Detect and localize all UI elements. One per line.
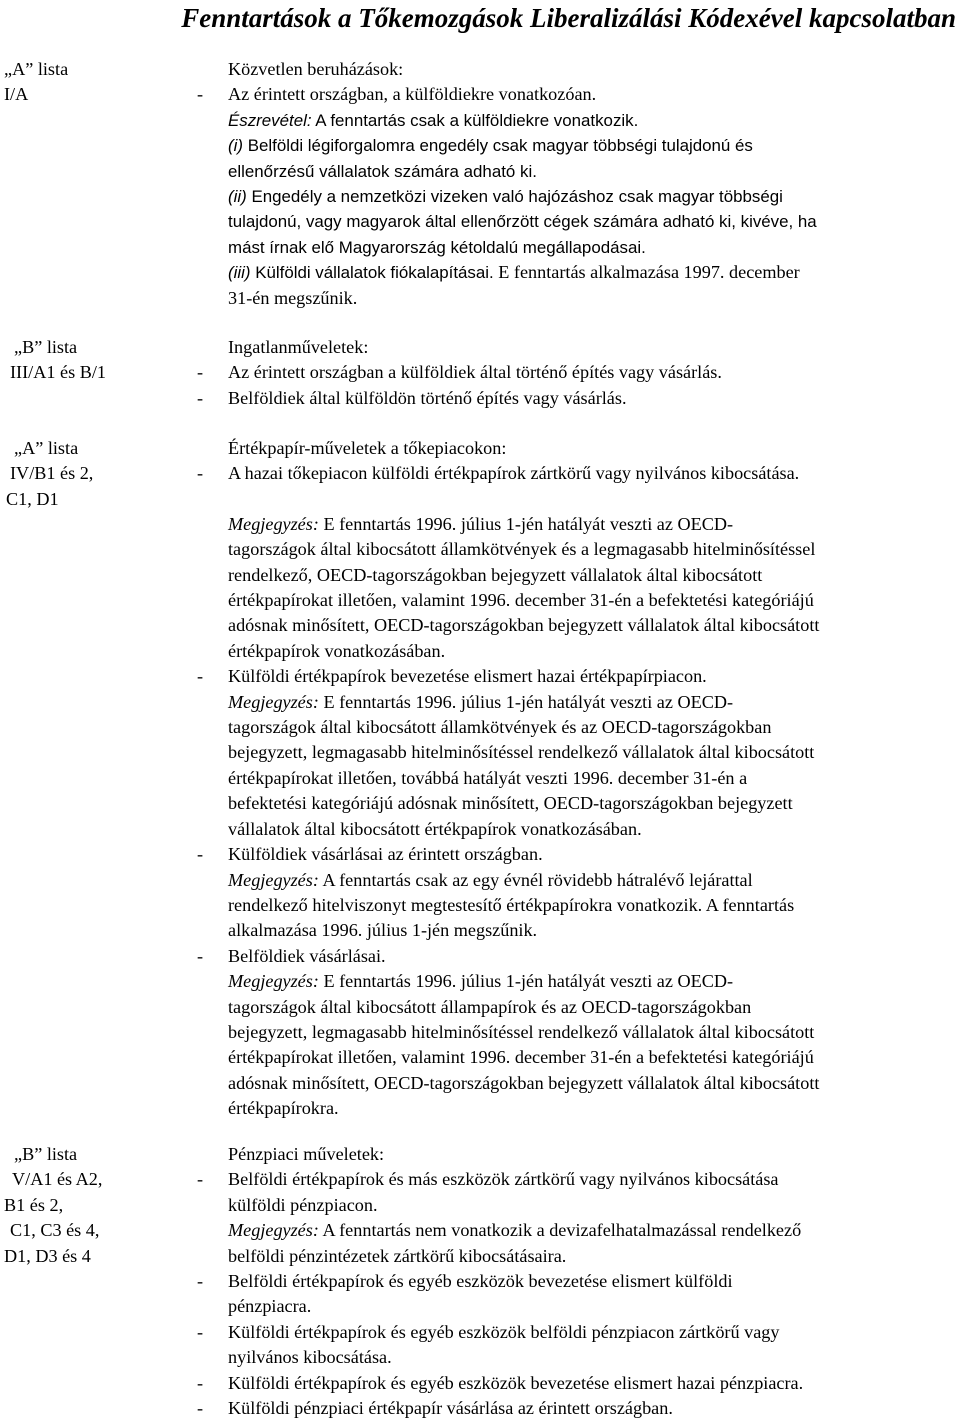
label-code: B1 és 2, xyxy=(4,1194,64,1215)
list-item: - Belföldi értékpapírok és egyéb eszközök bevezetése elismert külföldi xyxy=(192,1269,956,1294)
note-text: alkalmazása 1996. július 1-jén megszűnik. xyxy=(228,920,538,941)
list-item: - Külföldi értékpapírok bevezetése elismert hazai értékpapírpiacon. xyxy=(192,664,956,689)
list-item-cont: nyilvános kibocsátása. xyxy=(228,1347,392,1368)
label-s1 xyxy=(4,57,134,108)
clause-i xyxy=(192,133,956,158)
note-text: adósnak minősített, OECD-tagországokban bejegyzett vállalatok által kibocsátott xyxy=(228,1072,820,1093)
label-code: C1, D1 xyxy=(6,488,59,509)
section-money-market xyxy=(192,1142,956,1421)
page-title: Fenntartások a Tőkemozgások Liberalizálási Kódexével kapcsolatban xyxy=(181,3,956,33)
clause-label: (ii) xyxy=(228,187,247,207)
note xyxy=(192,969,956,994)
note-label: Megjegyzés: xyxy=(228,869,319,890)
note xyxy=(192,690,956,715)
label-list: „A” lista xyxy=(14,438,79,458)
list-item: - Külföldi értékpapírok és egyéb eszközök belföldi pénzpiacon zártkörű vagy xyxy=(192,1320,956,1345)
clause-iii xyxy=(192,260,956,285)
list-item-cont: külföldi pénzpiacon. xyxy=(228,1194,378,1215)
note-text: befektetési kategóriájú adósnak minősített, OECD-tagországokban bejegyzett xyxy=(228,793,793,814)
note-label: Megjegyzés: xyxy=(228,1220,319,1241)
list-item: - Külföldiek vásárlásai az érintett országban. xyxy=(192,842,956,867)
remark xyxy=(192,108,956,133)
list-item: - Belföldiek által külföldön történő építés vagy vásárlás. xyxy=(192,386,956,411)
note-text: rendelkező, OECD-tagországokban bejegyzett vállalatok által kibocsátott xyxy=(228,564,763,585)
label-list: „B” lista xyxy=(14,1144,78,1164)
clause-label: (i) xyxy=(228,136,244,156)
clause-text: tulajdonú, vagy magyarok által ellenőrzött cégek számára adható ki, kivéve, ha xyxy=(228,212,817,232)
note xyxy=(192,1218,956,1243)
list-item-cont: pénzpiacra. xyxy=(228,1296,312,1317)
note-label: Megjegyzés: xyxy=(228,691,319,712)
clause-text: ellenőrzésű vállalatok számára adható ki. xyxy=(228,161,537,181)
list-item: - Külföldi pénzpiaci értékpapír vásárlása az érintett országban. xyxy=(192,1396,956,1421)
list-item: - A hazai tőkepiacon külföldi értékpapírok zártkörű vagy nyilvános kibocsátása. xyxy=(192,461,956,486)
list-item: - Külföldi értékpapírok és egyéb eszközök bevezetése elismert hazai pénzpiacra. xyxy=(192,1371,956,1396)
label-code: C1, C3 és 4, xyxy=(10,1220,100,1241)
note-text: bejegyzett, legmagasabb hitelminősítéssel rendelkező vállalatok által kibocsátott xyxy=(228,742,815,763)
note-text: tagországok által kibocsátott államkötvények és a legmagasabb hitelminősítéssel xyxy=(228,539,816,560)
clause-text: 31-én megszűnik. xyxy=(228,287,358,308)
list-item: - Az érintett országban, a külföldiekre vonatkozóan. xyxy=(192,82,956,107)
note-text: értékpapírok vonatkozásában. xyxy=(228,640,446,661)
section-real-estate xyxy=(192,335,956,411)
note-label: Megjegyzés: xyxy=(228,971,319,992)
label-list: „B” lista xyxy=(14,337,78,357)
note-text: E fenntartás 1996. július 1-jén hatályát veszti az OECD- xyxy=(318,691,734,712)
label-code: III/A1 és B/1 xyxy=(10,362,106,383)
note-text: értékpapírokra. xyxy=(228,1098,339,1119)
remark-label: Észrevétel: xyxy=(228,110,312,130)
note-text: A fenntartás csak az egy évnél rövidebb hátralévő lejárattal xyxy=(318,869,753,890)
note-text: belföldi pénzintézetek zártkörű kibocsátásaira. xyxy=(228,1245,567,1266)
label-s3 xyxy=(4,436,134,512)
note-text: bejegyzett, legmagasabb hitelminősítéssel rendelkező vállalatok által kibocsátott xyxy=(228,1021,815,1042)
section-heading: Közvetlen beruházások: xyxy=(228,59,404,79)
note xyxy=(192,868,956,893)
label-code: V/A1 és A2, xyxy=(12,1169,103,1190)
note-text: értékpapírokat illetően, valamint 1996. december 31-én a befektetési kategóriájú xyxy=(228,1047,814,1068)
note-text: tagországok által kibocsátott államkötvények és az OECD-tagországokban xyxy=(228,717,772,738)
clause-text: Külföldi vállalatok fiókalapításai. xyxy=(250,263,494,283)
note-text: adósnak minősített, OECD-tagországokban bejegyzett vállalatok által kibocsátott xyxy=(228,615,820,636)
clause-text: E fenntartás alkalmazása 1997. december xyxy=(493,262,800,283)
section-direct-investment xyxy=(192,57,956,311)
note-text: értékpapírokat illetően, továbbá hatályát veszti 1996. december 31-én a xyxy=(228,767,748,788)
label-list: „A” lista xyxy=(4,59,69,79)
section-heading: Pénzpiaci műveletek: xyxy=(228,1144,385,1164)
list-item: - Belföldi értékpapírok és más eszközök zártkörű vagy nyilvános kibocsátása xyxy=(192,1167,956,1192)
list-item: - Belföldiek vásárlásai. xyxy=(192,944,956,969)
clause-text: Belföldi légiforgalomra engedély csak magyar többségi tulajdonú és xyxy=(243,136,753,156)
clause-label: (iii) xyxy=(228,263,251,283)
label-s4 xyxy=(4,1142,134,1269)
label-code: D1, D3 és 4 xyxy=(4,1245,91,1266)
note-text: értékpapírokat illetően, valamint 1996. december 31-én a befektetési kategóriájú xyxy=(228,590,814,611)
clause-ii xyxy=(192,184,956,209)
clause-text: Engedély a nemzetközi vizeken való hajózáshoz csak magyar többségi xyxy=(246,187,783,207)
note-text: A fenntartás nem vonatkozik a devizafelhatalmazással rendelkező xyxy=(318,1220,802,1241)
note-label: Megjegyzés: xyxy=(228,513,319,534)
section-heading: Ingatlanműveletek: xyxy=(228,337,369,357)
note-text: vállalatok által kibocsátott értékpapírok vonatkozásában. xyxy=(228,818,642,839)
note-text: tagországok által kibocsátott állampapírok és az OECD-tagországokban xyxy=(228,996,752,1017)
note-text: E fenntartás 1996. július 1-jén hatályát veszti az OECD- xyxy=(318,971,734,992)
list-item: - Az érintett országban a külföldiek által történő építés vagy vásárlás. xyxy=(192,360,956,385)
label-s2 xyxy=(4,335,134,386)
note xyxy=(192,512,956,537)
label-code: IV/B1 és 2, xyxy=(10,463,94,484)
note-text: E fenntartás 1996. július 1-jén hatályát veszti az OECD- xyxy=(318,513,734,534)
section-heading: Értékpapír-műveletek a tőkepiacokon: xyxy=(228,438,507,458)
label-code: I/A xyxy=(4,84,29,105)
section-securities xyxy=(192,436,956,1122)
remark-text: A fenntartás csak a külföldiekre vonatkozik. xyxy=(311,110,639,130)
note-text: rendelkező hitelviszonyt megtestesítő értékpapírokra vonatkozik. A fenntartás xyxy=(228,894,795,915)
clause-text: mást írnak elő Magyarország kétoldalú megállapodásai. xyxy=(228,237,646,257)
